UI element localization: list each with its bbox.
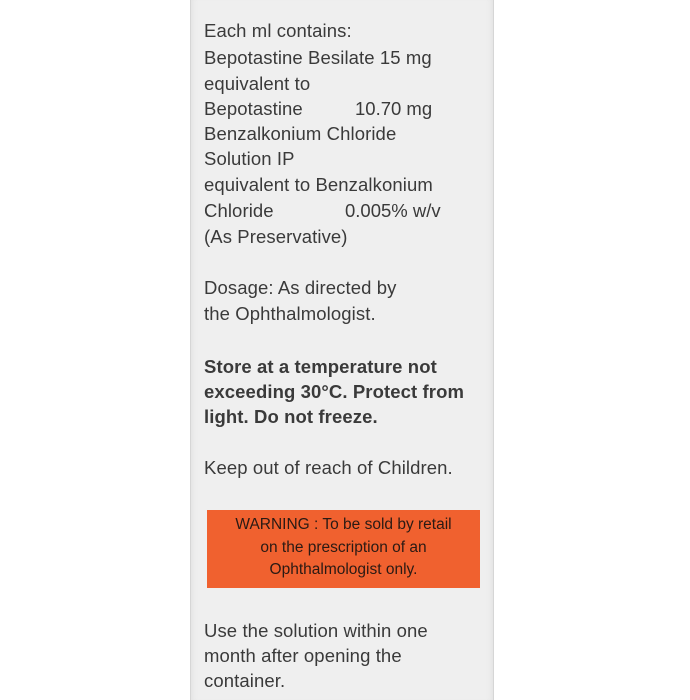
chloride-value: 0.005% w/v [345, 200, 441, 221]
storage-line: Store at a temperature not [204, 356, 437, 377]
composition-line: Benzalkonium Chloride [204, 123, 397, 144]
medicine-carton-panel [190, 0, 494, 700]
dosage-line: Dosage: As directed by [204, 277, 397, 298]
bepotastine-label: Bepotastine [204, 98, 303, 119]
chloride-label: Chloride [204, 200, 274, 221]
composition-line: Bepotastine Besilate 15 mg [204, 47, 432, 68]
storage-line: exceeding 30°C. Protect from [204, 381, 465, 402]
composition-line: equivalent to Benzalkonium [204, 174, 433, 195]
keep-out-notice: Keep out of reach of Children. [204, 457, 453, 478]
warning-line: on the prescription of an [260, 538, 427, 556]
warning-box [207, 510, 480, 588]
storage-line: light. Do not freeze. [204, 406, 378, 427]
usage-line: month after opening the [204, 645, 402, 666]
warning-line: Ophthalmologist only. [269, 561, 418, 578]
bepotastine-value: 10.70 mg [355, 98, 433, 119]
dosage-line: the Ophthalmologist. [204, 303, 376, 324]
usage-line: container. [204, 670, 286, 691]
usage-line: Use the solution within one [204, 620, 428, 641]
composition-line: Solution IP [204, 148, 295, 169]
preservative-note: (As Preservative) [204, 226, 348, 247]
composition-line: equivalent to [204, 73, 311, 94]
warning-line: WARNING : To be sold by retail [235, 516, 452, 533]
composition-heading: Each ml contains: [204, 20, 352, 41]
